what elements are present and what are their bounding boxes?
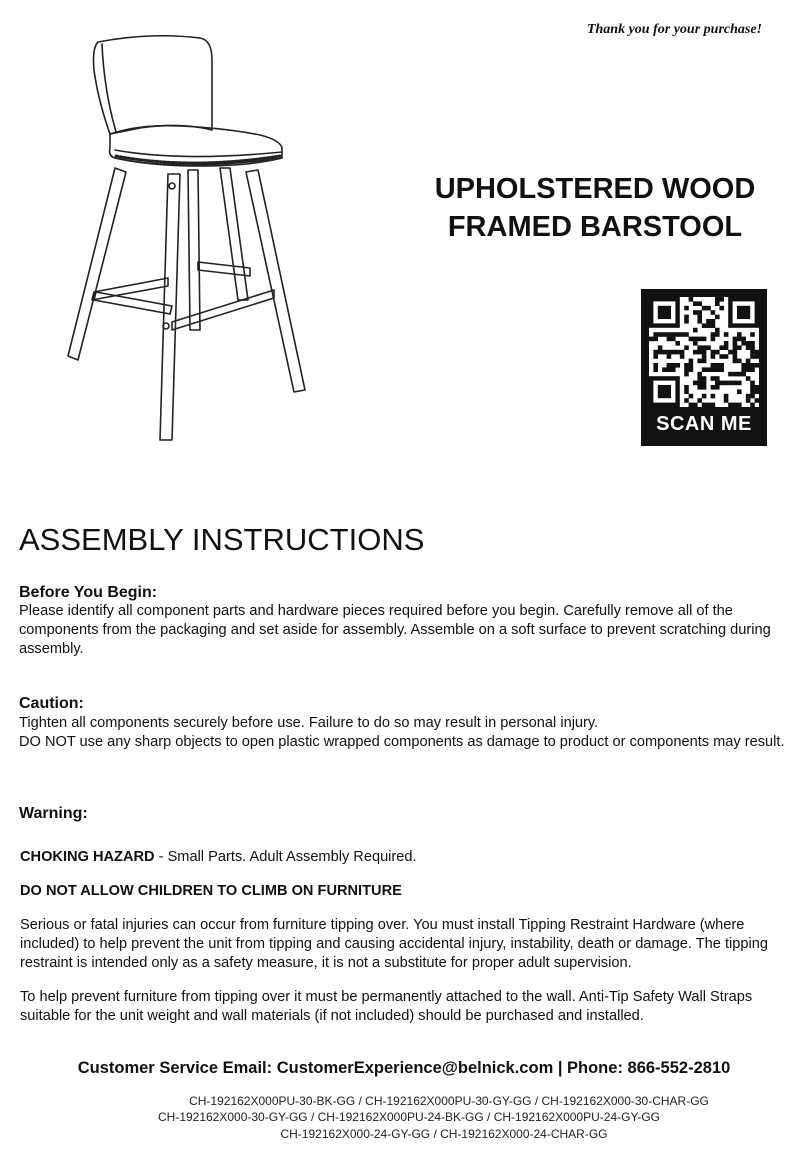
sku-line-2: CH-192162X000-30-GY-GG / CH-192162X000PU-24-BK-GG / CH-192162X000PU-24-GY-GG: [157, 1110, 661, 1124]
customer-service-contact: Customer Service Email: CustomerExperience@belnick.com | Phone: 866-552-2810: [77, 1059, 731, 1077]
barstool-illustration: [60, 30, 320, 450]
qr-pattern-icon: [649, 297, 759, 407]
children-warning: DO NOT ALLOW CHILDREN TO CLIMB ON FURNITURE: [20, 883, 402, 899]
choking-bold: CHOKING HAZARD: [20, 849, 155, 865]
warning-body: [20, 848, 795, 1026]
caution-body: [19, 714, 794, 752]
sku-line-3: CH-192162X000-24-GY-GG / CH-192162X000-24-CHAR-GG: [280, 1127, 608, 1141]
choking-rest: - Small Parts. Adult Assembly Required.: [154, 849, 417, 865]
qr-pattern: [649, 297, 759, 407]
wall-warning: To help prevent furniture from tipping over it must be permanently attached to the wall. Anti-Tip Safety Wall Straps suitable for the unit weight and wall materials (if not included) should be purchased and installed.: [20, 989, 753, 1024]
product-title: [400, 170, 790, 246]
title-line-1: UPHOLSTERED WOOD: [434, 173, 756, 205]
scan-me-label: SCAN ME: [656, 413, 752, 435]
tipping-warning: Serious or fatal injuries can occur from furniture tipping over. You must install Tipping Restraint Hardware (where included) to help prevent the unit from tipping and causing accidental injury, instability, death or damage. The tipping restraint is intended only as a safety measure, it is not a substitute for proper adult supervision.: [20, 917, 768, 971]
title-line-2: FRAMED BARSTOOL: [447, 211, 743, 243]
warning-title: Warning:: [19, 805, 88, 822]
caution-title: Caution:: [19, 695, 84, 712]
qr-code[interactable]: [641, 289, 767, 446]
caution-line-1: Tighten all components securely before use. Failure to do so may result in personal injury.: [19, 715, 599, 731]
page-heading: ASSEMBLY INSTRUCTIONS: [19, 522, 425, 557]
before-title: Before You Begin:: [19, 584, 158, 601]
choking-hazard: [20, 848, 795, 867]
caution-line-2: DO NOT use any sharp objects to open plastic wrapped components as damage to product or components may result.: [19, 734, 785, 750]
before-body: Please identify all component parts and hardware pieces required before you begin. Carefully remove all of the components from the packaging and set aside for assembly. Assemble on a soft surface to prevent scratching during assembly.: [19, 603, 771, 657]
thank-you-note: Thank you for your purchase!: [586, 22, 762, 37]
sku-line-1: CH-192162X000PU-30-BK-GG / CH-192162X000PU-30-GY-GG / CH-192162X000-30-CHAR-GG: [189, 1094, 709, 1108]
